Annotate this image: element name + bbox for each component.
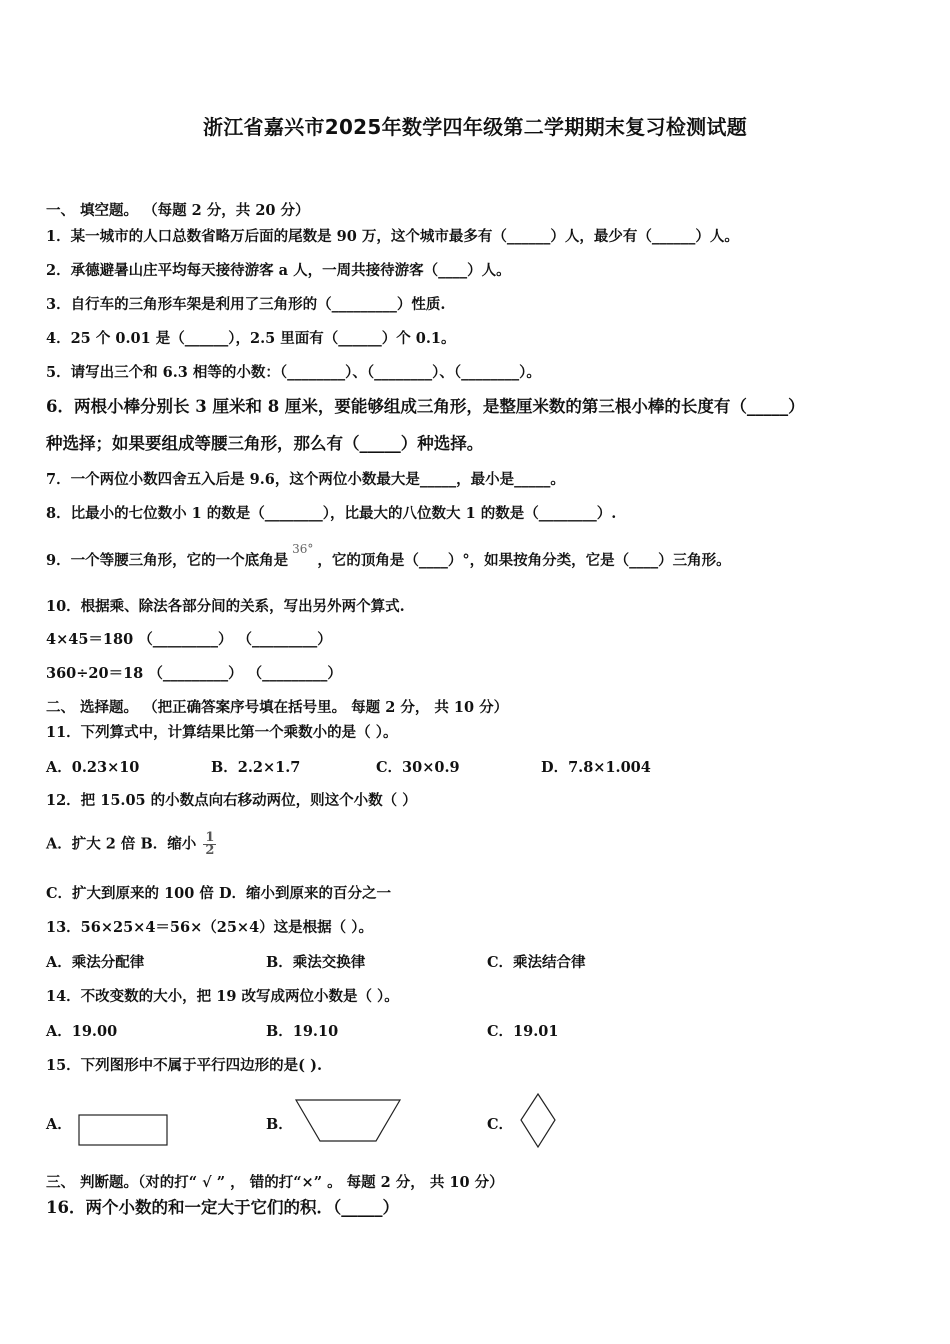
q12-options-cd: C．扩大到原来的 100 倍 D．缩小到原来的百分之一 <box>46 885 392 902</box>
rhombus-shape <box>518 1092 558 1150</box>
q12-option-ab-text: A．扩大 2 倍 B．缩小 <box>46 835 197 853</box>
question-3: 3．自行车的三角形车架是利用了三角形的（_________）性质. <box>46 296 446 313</box>
fraction-one-half <box>203 832 216 857</box>
rectangle-shape <box>78 1114 170 1148</box>
question-10-expression-2: 360÷20＝18 （_________） （_________） <box>46 665 342 682</box>
question-6-line-2: 种选择；如果要组成等腰三角形，那么有（_____）种选择。 <box>46 434 484 453</box>
section-multiple-choice: 二、 选择题。 （把正确答案序号填在括号里。 每题 2 分， 共 10 分） <box>46 699 509 716</box>
section-fill-in: 一、 填空题。 （每题 2 分，共 20 分） <box>46 202 310 219</box>
question-11: 11．下列算式中，计算结果比第一个乘数小的是（ ）。 <box>46 724 398 741</box>
q12-options-ab <box>46 832 216 857</box>
question-2: 2．承德避暑山庄平均每天接待游客 a 人，一周共接待游客（____）人。 <box>46 262 511 279</box>
question-13: 13．56×25×4＝56×（25×4）这是根据（ ）。 <box>46 919 373 936</box>
q13-option-c: C．乘法结合律 <box>487 954 586 971</box>
question-8: 8．比最小的七位数小 1 的数是（________），比最大的八位数大 1 的数是（________）. <box>46 505 617 522</box>
question-4: 4．25 个 0.01 是（______），2.5 里面有（______）个 0.1。 <box>46 330 456 347</box>
question-9 <box>46 542 731 571</box>
question-1: 1．某一城市的人口总数省略万后面的尾数是 90 万，这个城市最多有（______）人，最少有（______）人。 <box>46 228 739 245</box>
q14-option-a: A．19.00 <box>46 1023 118 1040</box>
fraction-denominator: 2 <box>205 843 215 858</box>
fraction-numerator: 1 <box>205 830 215 845</box>
question-12: 12．把 15.05 的小数点向右移动两位，则这个小数（ ） <box>46 792 417 809</box>
q11-option-c: C．30×0.9 <box>376 759 460 776</box>
q11-option-d: D．7.8×1.004 <box>541 759 651 776</box>
section-true-false: 三、 判断题。（对的打“ √ ” ， 错的打“×” 。 每题 2 分， 共 10 分） <box>46 1174 504 1191</box>
q11-option-a: A．0.23×10 <box>46 759 140 776</box>
page-title: 浙江省嘉兴市2025年数学四年级第二学期期末复习检测试题 <box>202 115 748 139</box>
question-10: 10．根据乘、除法各部分间的关系，写出另外两个算式. <box>46 598 405 615</box>
question-5: 5．请写出三个和 6.3 相等的小数：（________）、（________）、（________）。 <box>46 364 541 381</box>
q15-option-b: B． <box>266 1116 293 1133</box>
trapezoid-shape <box>294 1098 404 1144</box>
q13-option-a: A．乘法分配律 <box>46 954 145 971</box>
question-14: 14．不改变数的大小，把 19 改写成两位小数是（ ）。 <box>46 988 399 1005</box>
question-9-text-a: 9．一个等腰三角形，它的一个底角是 <box>46 552 289 569</box>
q15-option-a: A． <box>46 1116 72 1133</box>
question-16: 16．两个小数的和一定大于它们的积．（_____） <box>46 1198 399 1217</box>
question-6-line-1: 6．两根小棒分别长 3 厘米和 8 厘米，要能够组成三角形，是整厘米数的第三根小棒的长度有（_____） <box>46 397 805 416</box>
q14-option-b: B．19.10 <box>266 1023 339 1040</box>
question-9-text-b: ，它的顶角是（____）°，如果按角分类，它是（____）三角形。 <box>317 552 731 569</box>
question-7: 7．一个两位小数四舍五入后是 9.6，这个两位小数最大是_____，最小是_____。 <box>46 471 565 488</box>
question-15: 15．下列图形中不属于平行四边形的是( ). <box>46 1057 322 1074</box>
q11-option-b: B．2.2×1.7 <box>211 759 301 776</box>
question-10-expression-1: 4×45＝180 （_________） （_________） <box>46 631 332 648</box>
angle-36-degrees: 36° <box>292 542 314 556</box>
q15-option-c: C． <box>487 1116 514 1133</box>
q13-option-b: B．乘法交换律 <box>266 954 366 971</box>
q14-option-c: C．19.01 <box>487 1023 559 1040</box>
